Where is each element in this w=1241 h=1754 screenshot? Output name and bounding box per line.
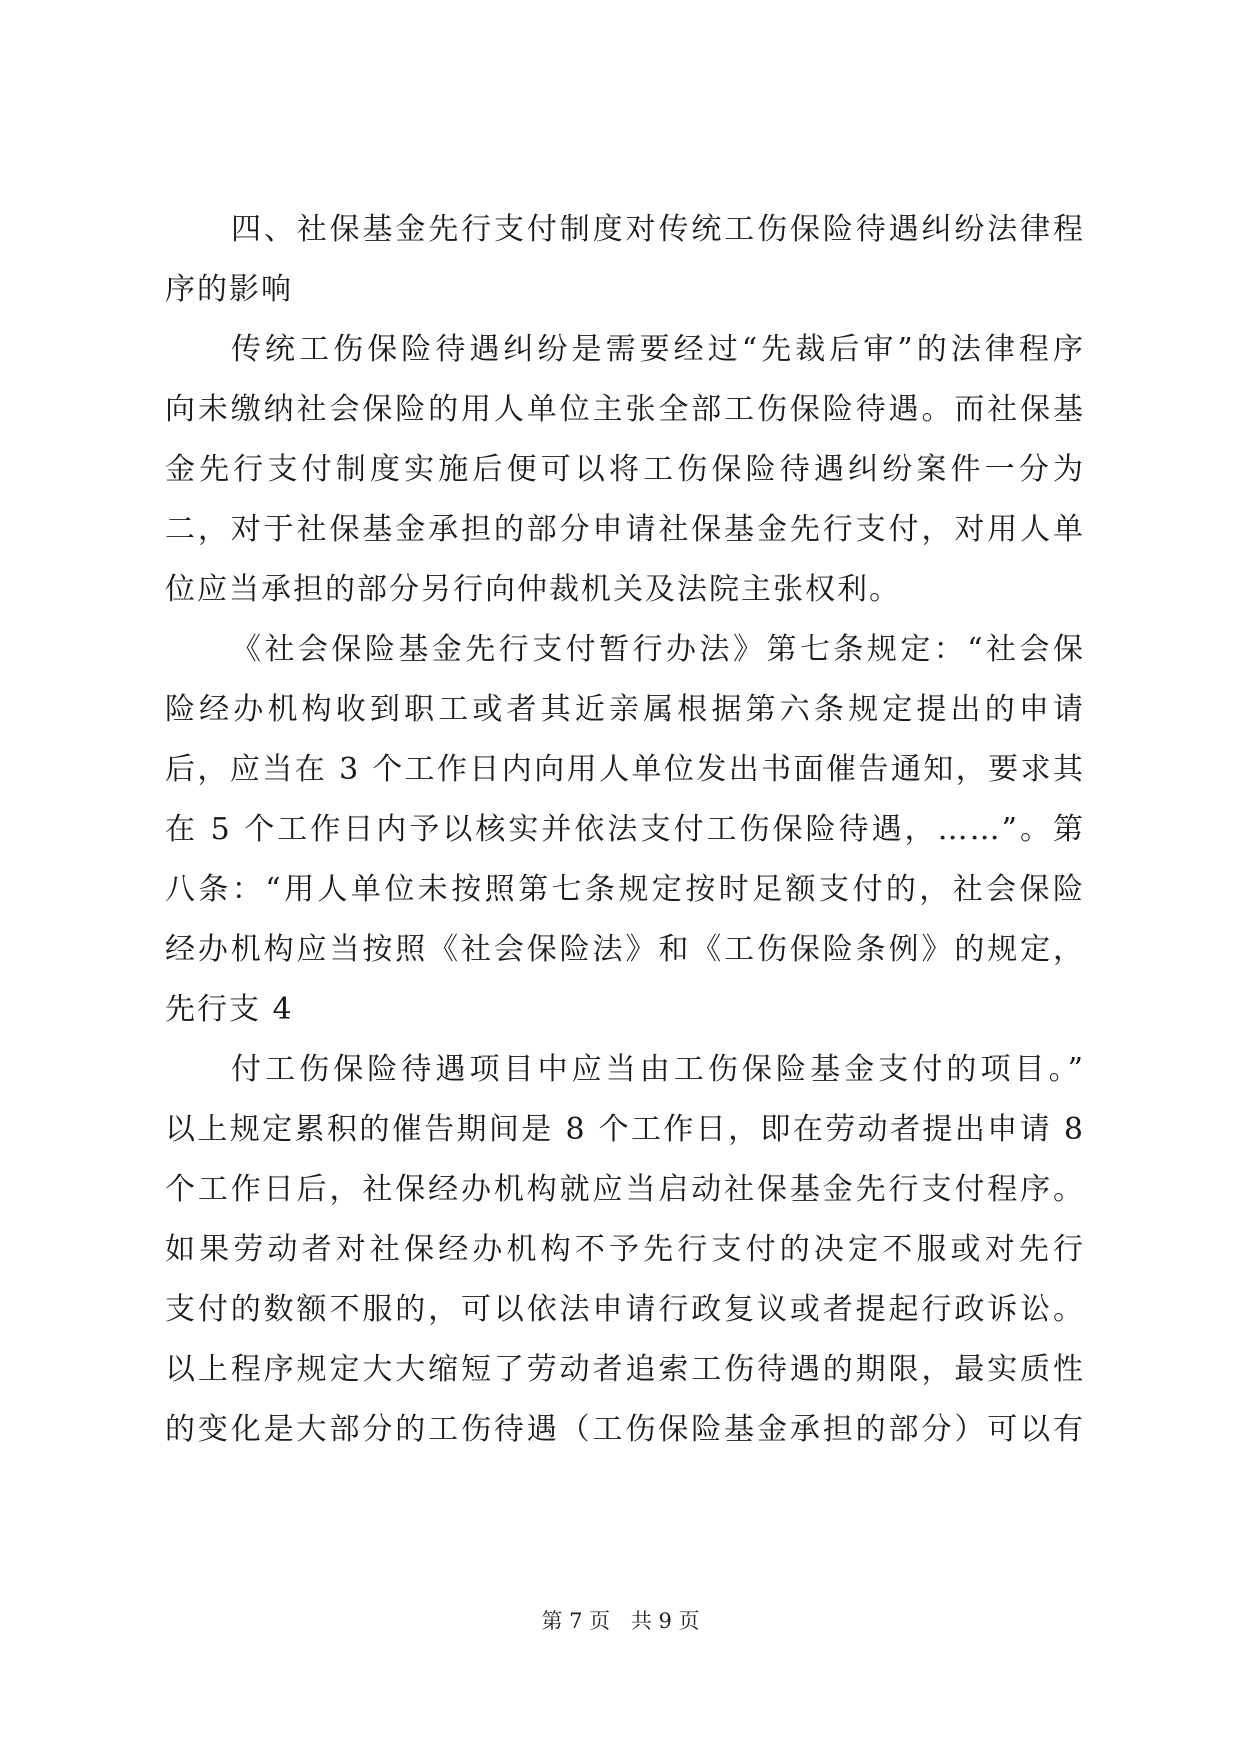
text-line: 位应当承担的部分另行向仲裁机关及法院主张权利。 [165, 572, 901, 607]
text-line: 以上程序规定大大缩短了劳动者追索工伤待遇的期限，最实质性 [165, 1352, 1085, 1387]
text-line: 经办机构应当按照《社会保险法》和《工伤保险条例》的规定， [165, 932, 1085, 967]
text-line: 付工伤保险待遇项目中应当由工伤保险基金支付的项目。” [231, 1052, 1085, 1087]
body-text [165, 200, 1085, 1460]
text-line: 支付的数额不服的，可以依法申请行政复议或者提起行政诉讼。 [165, 1292, 1085, 1327]
text-line: 向未缴纳社会保险的用人单位主张全部工伤保险待遇。而社保基 [165, 392, 1085, 427]
text-line: 序的影响 [165, 272, 293, 307]
text-line: 险经办机构收到职工或者其近亲属根据第六条规定提出的申请 [165, 692, 1085, 727]
text-line: 二，对于社保基金承担的部分申请社保基金先行支付，对用人单 [165, 512, 1085, 547]
text-line: 四、社保基金先行支付制度对传统工伤保险待遇纠纷法律程 [231, 212, 1085, 247]
page-number: 第 7 页 [541, 1609, 611, 1633]
text-line: 在 5 个工作日内予以核实并依法支付工伤保险待遇，……”。第 [165, 812, 1085, 847]
text-line: 后，应当在 3 个工作日内向用人单位发出书面催告通知，要求其 [165, 752, 1085, 787]
page-footer [0, 1606, 1241, 1636]
text-line: 以上规定累积的催告期间是 8 个工作日，即在劳动者提出申请 8 [165, 1112, 1085, 1147]
text-line: 《社会保险基金先行支付暂行办法》第七条规定：“社会保 [231, 632, 1085, 667]
text-line: 如果劳动者对社保经办机构不予先行支付的决定不服或对先行 [165, 1232, 1085, 1267]
text-line: 先行支 4 [165, 992, 294, 1027]
text-line: 金先行支付制度实施后便可以将工伤保险待遇纠纷案件一分为 [165, 452, 1085, 487]
page-total: 共 9 页 [630, 1609, 700, 1633]
text-line: 传统工伤保险待遇纠纷是需要经过“先裁后审”的法律程序 [231, 332, 1085, 367]
text-line: 的变化是大部分的工伤待遇（工伤保险基金承担的部分）可以有 [165, 1412, 1085, 1447]
text-line: 个工作日后，社保经办机构就应当启动社保基金先行支付程序。 [165, 1172, 1085, 1207]
text-line: 八条：“用人单位未按照第七条规定按时足额支付的，社会保险 [165, 872, 1085, 907]
